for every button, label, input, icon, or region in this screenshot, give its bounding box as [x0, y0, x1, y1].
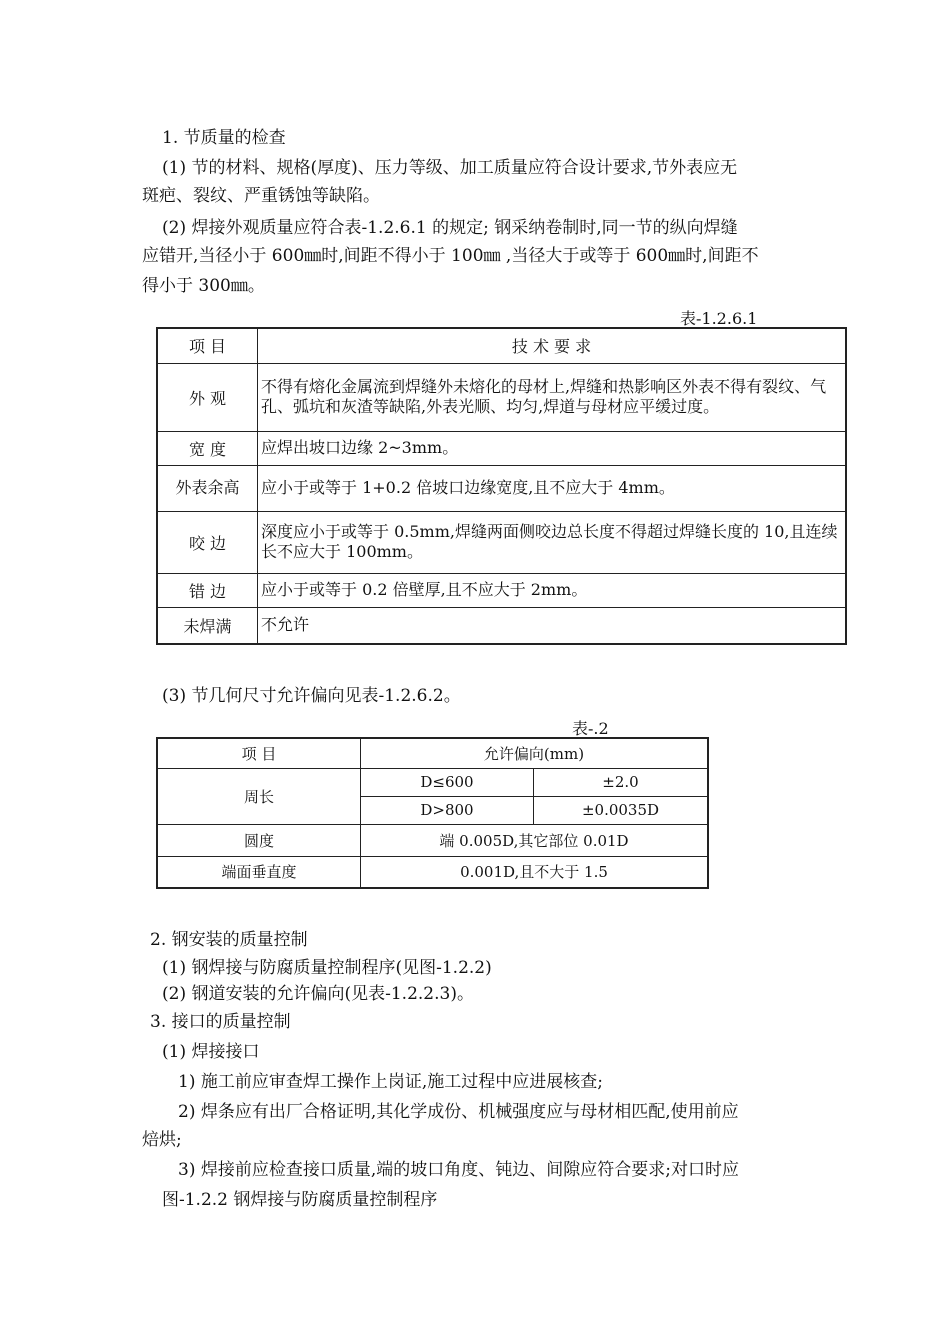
row-requirement: 应焊出坡口边缘 2~3mm。: [258, 431, 847, 465]
tolerance-table: [156, 737, 709, 889]
table-row: [157, 768, 708, 796]
paragraph-3: (3) 节几何尺寸允许偏向见表-1.2.6.2。: [162, 686, 461, 706]
table-row: [157, 824, 708, 856]
row-requirement: 应小于或等于 0.2 倍壁厚,且不应大于 2mm。: [258, 573, 847, 607]
row-item: 外 观: [157, 363, 258, 431]
perimeter-condition: D≤600: [361, 768, 534, 796]
table1-caption: 表-1.2.6.1: [680, 309, 758, 328]
table2-caption: 表-.2: [572, 719, 609, 738]
table-header-row: [157, 328, 846, 363]
table-row: [157, 607, 846, 644]
table-row: [157, 431, 846, 465]
header-item: 项 目: [157, 738, 361, 768]
row-item: 宽 度: [157, 431, 258, 465]
row-requirement: 深度应小于或等于 0.5mm,焊缝两面侧咬边总长度不得超过焊缝长度的 10,且连续长不应大于 100mm。: [258, 511, 847, 573]
section2-item-1: (1) 钢焊接与防腐质量控制程序(见图-1.2.2): [162, 958, 492, 978]
header-item: 项 目: [157, 328, 258, 363]
roundness-value: 端 0.005D,其它部位 0.01D: [361, 824, 709, 856]
table-row: [157, 465, 846, 511]
row-item: 错 边: [157, 573, 258, 607]
header-requirement: 技 术 要 求: [258, 328, 847, 363]
perimeter-condition: D>800: [361, 796, 534, 824]
perimeter-value: ±0.0035D: [534, 796, 709, 824]
section3-item-3-line-1: 2) 焊条应有出厂合格证明,其化学成份、机械强度应与母材相匹配,使用前应: [178, 1102, 739, 1122]
table-row: [157, 856, 708, 888]
perimeter-value: ±2.0: [534, 768, 709, 796]
section3-item-1: (1) 焊接接口: [162, 1042, 260, 1062]
figure-caption: 图-1.2.2 钢焊接与防腐质量控制程序: [162, 1190, 438, 1210]
row-item: 咬 边: [157, 511, 258, 573]
table-header-row: [157, 738, 708, 768]
table-row: [157, 511, 846, 573]
section2-item-2: (2) 钢道安装的允许偏向(见表-1.2.2.3)。: [162, 984, 474, 1004]
table-row: [157, 573, 846, 607]
paragraph-2-line-1: (2) 焊接外观质量应符合表-1.2.6.1 的规定; 钢采纳卷制时,同一节的纵向焊缝: [162, 218, 738, 238]
perpendicularity-label: 端面垂直度: [157, 856, 361, 888]
table-row: [157, 363, 846, 431]
section1-heading: 1. 节质量的检查: [162, 128, 286, 148]
row-item: 外表余高: [157, 465, 258, 511]
header-tolerance: 允许偏向(mm): [361, 738, 709, 768]
row-requirement: 不允许: [258, 607, 847, 644]
paragraph-1-line-2: 斑疤、裂纹、严重锈蚀等缺陷。: [142, 186, 380, 206]
section3-item-2: 1) 施工前应审查焊工操作上岗证,施工过程中应进展核查;: [178, 1072, 603, 1092]
section3-item-4: 3) 焊接前应检查接口质量,端的坡口角度、钝边、间隙应符合要求;对口时应: [178, 1160, 739, 1180]
welding-quality-table: [156, 327, 847, 645]
row-requirement: 不得有熔化金属流到焊缝外未熔化的母材上,焊缝和热影响区外表不得有裂纹、气孔、弧坑和灰渣等缺陷,外表光顺、均匀,焊道与母材应平缓过度。: [258, 363, 847, 431]
perimeter-label: 周长: [157, 768, 361, 824]
section2-heading: 2. 钢安装的质量控制: [150, 930, 308, 950]
section3-item-3-line-2: 焙烘;: [142, 1130, 182, 1150]
section3-heading: 3. 接口的质量控制: [150, 1012, 291, 1032]
row-item: 未焊满: [157, 607, 258, 644]
perpendicularity-value: 0.001D,且不大于 1.5: [361, 856, 709, 888]
paragraph-2-line-2: 应错开,当径小于 600㎜时,间距不得小于 100㎜ ,当径大于或等于 600㎜时,间距不: [142, 246, 759, 266]
paragraph-2-line-3: 得小于 300㎜。: [142, 276, 265, 296]
row-requirement: 应小于或等于 1+0.2 倍坡口边缘宽度,且不应大于 4mm。: [258, 465, 847, 511]
paragraph-1-line-1: (1) 节的材料、规格(厚度)、压力等级、加工质量应符合设计要求,节外表应无: [162, 158, 738, 178]
roundness-label: 圆度: [157, 824, 361, 856]
